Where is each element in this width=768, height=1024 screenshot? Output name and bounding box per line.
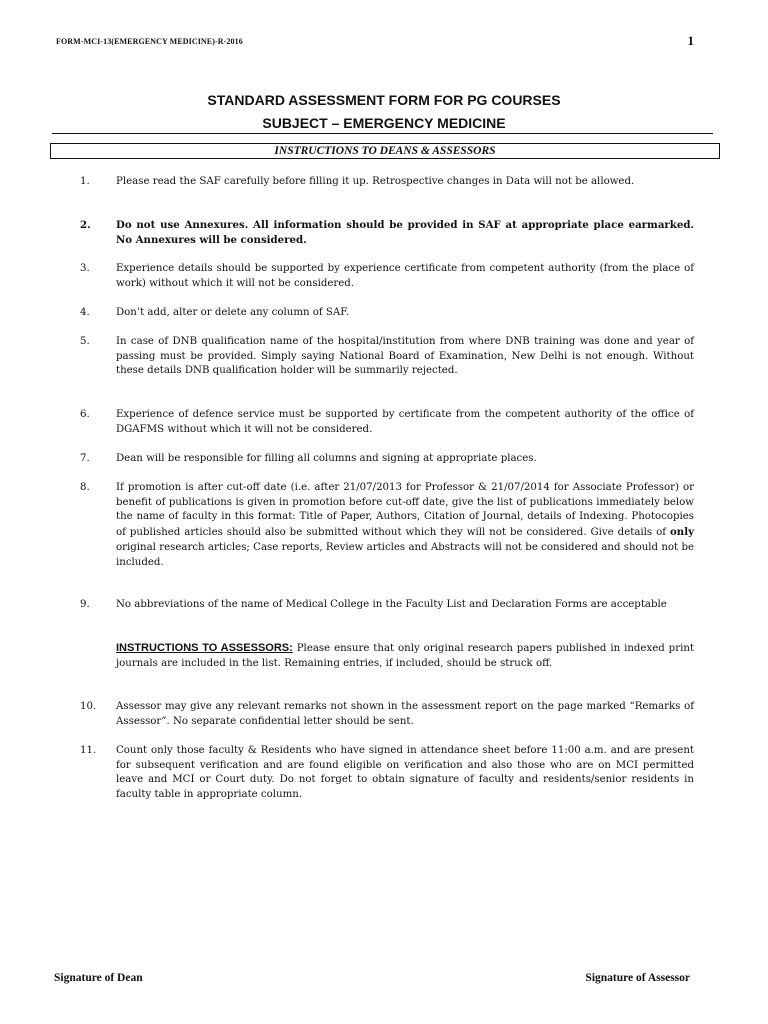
item-text: Do not use Annexures. All information should be provided in SAF at appropriate place earmarked. No Annexures will be considered. — [116, 219, 694, 246]
list-item — [80, 481, 694, 570]
item-number: 3. — [80, 263, 90, 274]
item-number: 8. — [80, 482, 90, 493]
emphasis-only: only — [670, 526, 694, 539]
item-text: In case of DNB qualification name of the hospital/institution from where DNB training was done and year of passing must be provided. Simply saying National Board of Examination, New Delhi is not enough. Without these details DNB qualification holder will be summarily rejected. — [116, 336, 694, 377]
list-item — [80, 218, 694, 247]
item-number: 9. — [80, 599, 90, 610]
item-number: 10. — [80, 701, 97, 712]
item-text: Please read the SAF carefully before filling it up. Retrospective changes in Data will not be allowed. — [116, 176, 635, 187]
item-number: 11. — [80, 745, 97, 756]
item-number: 5. — [80, 336, 90, 347]
instructions-heading-box: INSTRUCTIONS TO DEANS & ASSESSORS — [50, 143, 720, 159]
item-text — [116, 481, 694, 570]
list-item — [80, 175, 694, 190]
item-text-part: If promotion is after cut-off date (i.e. after 21/07/2013 for Professor & 21/07/2014 for Associate Professor) or benefit of publications is given in promotion before cut-off date, give the list of publications immediately below the name of faculty in this format: Title of Paper, Authors, Citation of Journal, details of Indexing. Photocopies of published articles should also be submitted without which they will not be considered. Give details of — [116, 482, 694, 539]
list-item — [80, 408, 694, 437]
assessor-instructions-heading: INSTRUCTIONS TO ASSESSORS: — [116, 642, 293, 654]
item-number: 6. — [80, 409, 90, 420]
item-number: 2. — [80, 219, 91, 231]
list-item — [80, 598, 694, 613]
list-item — [80, 700, 694, 729]
form-code: FORM-MCI-13(EMERGENCY MEDICINE)-R-2016 — [56, 37, 243, 46]
title-divider — [52, 133, 713, 134]
form-title: STANDARD ASSESSMENT FORM FOR PG COURSES — [207, 92, 561, 108]
page-number: 1 — [687, 33, 694, 48]
item-text: No abbreviations of the name of Medical College in the Faculty List and Declaration Forms are acceptable — [116, 599, 667, 610]
item-text: Assessor may give any relevant remarks not shown in the assessment report on the page marked “Remarks of Assessor”. No separate confidential letter should be sent. — [116, 701, 694, 727]
assessor-instructions-text: Please ensure that only original research papers published in indexed print journals are included in the list. Remaining entries, if included, should be struck off. — [116, 643, 694, 669]
item-text: Experience details should be supported by experience certificate from competent authority (from the place of work) without which it will not be considered. — [116, 263, 694, 289]
assessor-instructions — [116, 641, 694, 671]
list-item — [80, 335, 694, 379]
item-number: 1. — [80, 176, 90, 187]
item-text-part: original research articles; Case reports, Review articles and Abstracts will not be considered and should not be included. — [116, 541, 694, 568]
item-text: Count only those faculty & Residents who have signed in attendance sheet before 11:00 a.m. and are present for subsequent verification and are found eligible on verification and also those who are on MCI permitted leave and MCI or Court duty. Do not forget to obtain signature of faculty and residents/senior residents in faculty table in appropriate column. — [116, 745, 694, 801]
page-header — [56, 33, 694, 53]
list-item — [80, 262, 694, 291]
signature-assessor-label: Signature of Assessor — [585, 972, 690, 984]
item-number: 7. — [80, 453, 90, 464]
item-text: Experience of defence service must be supported by certificate from the competent authority of the office of DGAFMS without which it will not be considered. — [116, 409, 694, 435]
subject-title: SUBJECT – EMERGENCY MEDICINE — [262, 115, 506, 131]
item-text: Don’t add, alter or delete any column of SAF. — [116, 307, 349, 318]
item-text: Dean will be responsible for filling all columns and signing at appropriate places. — [116, 453, 537, 464]
list-item — [80, 452, 694, 467]
list-item — [80, 744, 694, 803]
list-item — [80, 306, 694, 321]
signature-dean-label: Signature of Dean — [54, 972, 143, 984]
item-number: 4. — [80, 307, 90, 318]
